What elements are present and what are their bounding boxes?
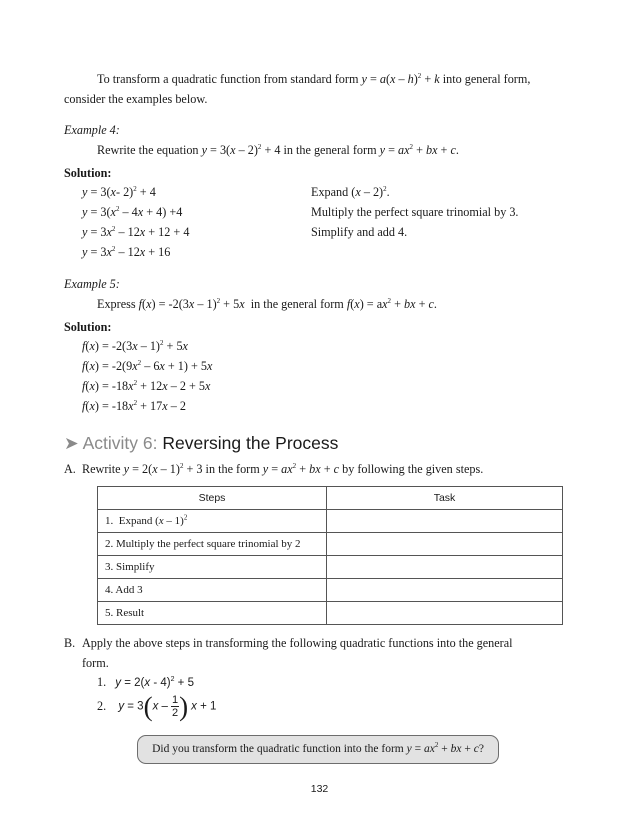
example4-label: Example 4: [64, 123, 120, 137]
part-b-line-2: form. [82, 656, 109, 670]
activity-heading [64, 433, 338, 454]
task-cell-3[interactable] [327, 556, 563, 579]
item-2-number: 2. [97, 699, 107, 713]
example4-note-1: Expand (x – 2)$^2$. [311, 184, 390, 199]
example4-note-2: Multiply the perfect square trinomial by 3. [311, 205, 519, 219]
intro-text-b: into general form, [439, 72, 531, 86]
item-2-inner: x – [152, 700, 168, 713]
table-row [98, 510, 563, 533]
example5-step-1: f(x) = -2(3x – 1)$^2$ + 5x [82, 338, 188, 353]
task-cell-1[interactable] [327, 510, 563, 533]
example4-step-1: y = 3(x- 2)$^2$ + 4 [82, 184, 156, 199]
example5-step-4: $f(x) = -18x^2 + 17x - 2$ [82, 398, 186, 413]
example5-label: Example 5: [64, 277, 120, 291]
part-b-item-2 [97, 691, 217, 724]
example5-task: Express f(x) = -2(3x – 1)$^2$ + 5x in the general form $f(x) = ax^2$ + bx + c. [97, 296, 437, 311]
activity-label: Activity 6: [82, 433, 158, 453]
example4-task: Rewrite the equation y = 3(x – 2)$^2$ + 4 in the general form $y = ax^2$ + bx + c. [97, 142, 459, 157]
table-row [98, 579, 563, 602]
left-paren-icon: ( [143, 691, 153, 722]
steps-header: Steps [98, 487, 327, 510]
step-cell-2: 2. Multiply the perfect square trinomial by 2 [98, 533, 327, 556]
intro-text-a: To transform a quadratic function from standard form [97, 72, 362, 86]
fraction-numerator: 1 [171, 694, 179, 706]
part-a-instruction: Rewrite y = 2(x – 1)$^2$ + 3 in the form $y = ax^2$ + bx + c by following the given steps. [82, 461, 484, 476]
table-header-row [98, 487, 563, 510]
standard-form-formula: y = a(x – h)$^2$ + k [361, 71, 440, 86]
steps-table [97, 486, 563, 625]
activity-title: Reversing the Process [162, 433, 339, 453]
callout-box [137, 735, 499, 764]
task-cell-5[interactable] [327, 602, 563, 625]
item-1-number: 1. [97, 675, 107, 689]
part-b-item-1 [97, 675, 194, 690]
part-b-letter: B. [64, 636, 76, 650]
task-cell-2[interactable] [327, 533, 563, 556]
example5-step-3: $f(x) = -18x^2 + 12x - 2 + 5x$ [82, 378, 211, 393]
item-2-lead: y = 3 [118, 700, 144, 713]
table-row [98, 556, 563, 579]
page-number: 132 [310, 783, 329, 795]
task-cell-4[interactable] [327, 579, 563, 602]
fraction-denominator: 2 [171, 707, 179, 719]
callout-text: Did you transform the quadratic function into the form $y = ax^2$ + bx + c? [152, 741, 484, 755]
task-header: Task [327, 487, 563, 510]
right-paren-icon: ) [179, 691, 189, 722]
example4-step-4: $y = 3x^2 - 12x + 16$ [82, 244, 171, 259]
example4-step-2: $y = 3(x^2 - 4x + 4) +4$ [82, 204, 183, 219]
table-row [98, 533, 563, 556]
intro-line-2: consider the examples below. [64, 92, 208, 106]
item-1-equation: y = 2(x - 4)$^2$ + 5 [115, 676, 194, 689]
part-a-letter: A. [64, 462, 76, 476]
step-cell-3: 3. Simplify [98, 556, 327, 579]
arrow-icon: ➤ [64, 433, 79, 453]
example5-step-2: $f(x) = -2(9x^2 - 6x + 1) + 5x$ [82, 358, 213, 373]
example5-solution-label: Solution: [64, 320, 112, 334]
part-b-line-1: Apply the above steps in transforming the following quadratic functions into the general [82, 636, 513, 650]
example4-note-3: Simplify and add 4. [311, 225, 408, 239]
table-row [98, 602, 563, 625]
item-2-fraction [171, 694, 179, 719]
intro-line-1 [97, 72, 530, 87]
step-cell-5: 5. Result [98, 602, 327, 625]
item-2-tail: x + 1 [191, 700, 217, 713]
example4-step-3: $y = 3x^2 - 12x + 12 + 4$ [82, 224, 190, 239]
example4-solution-label: Solution: [64, 166, 112, 180]
step-cell-4: 4. Add 3 [98, 579, 327, 602]
step-cell-1: 1. Expand (x – 1)$^2$ [98, 510, 327, 533]
